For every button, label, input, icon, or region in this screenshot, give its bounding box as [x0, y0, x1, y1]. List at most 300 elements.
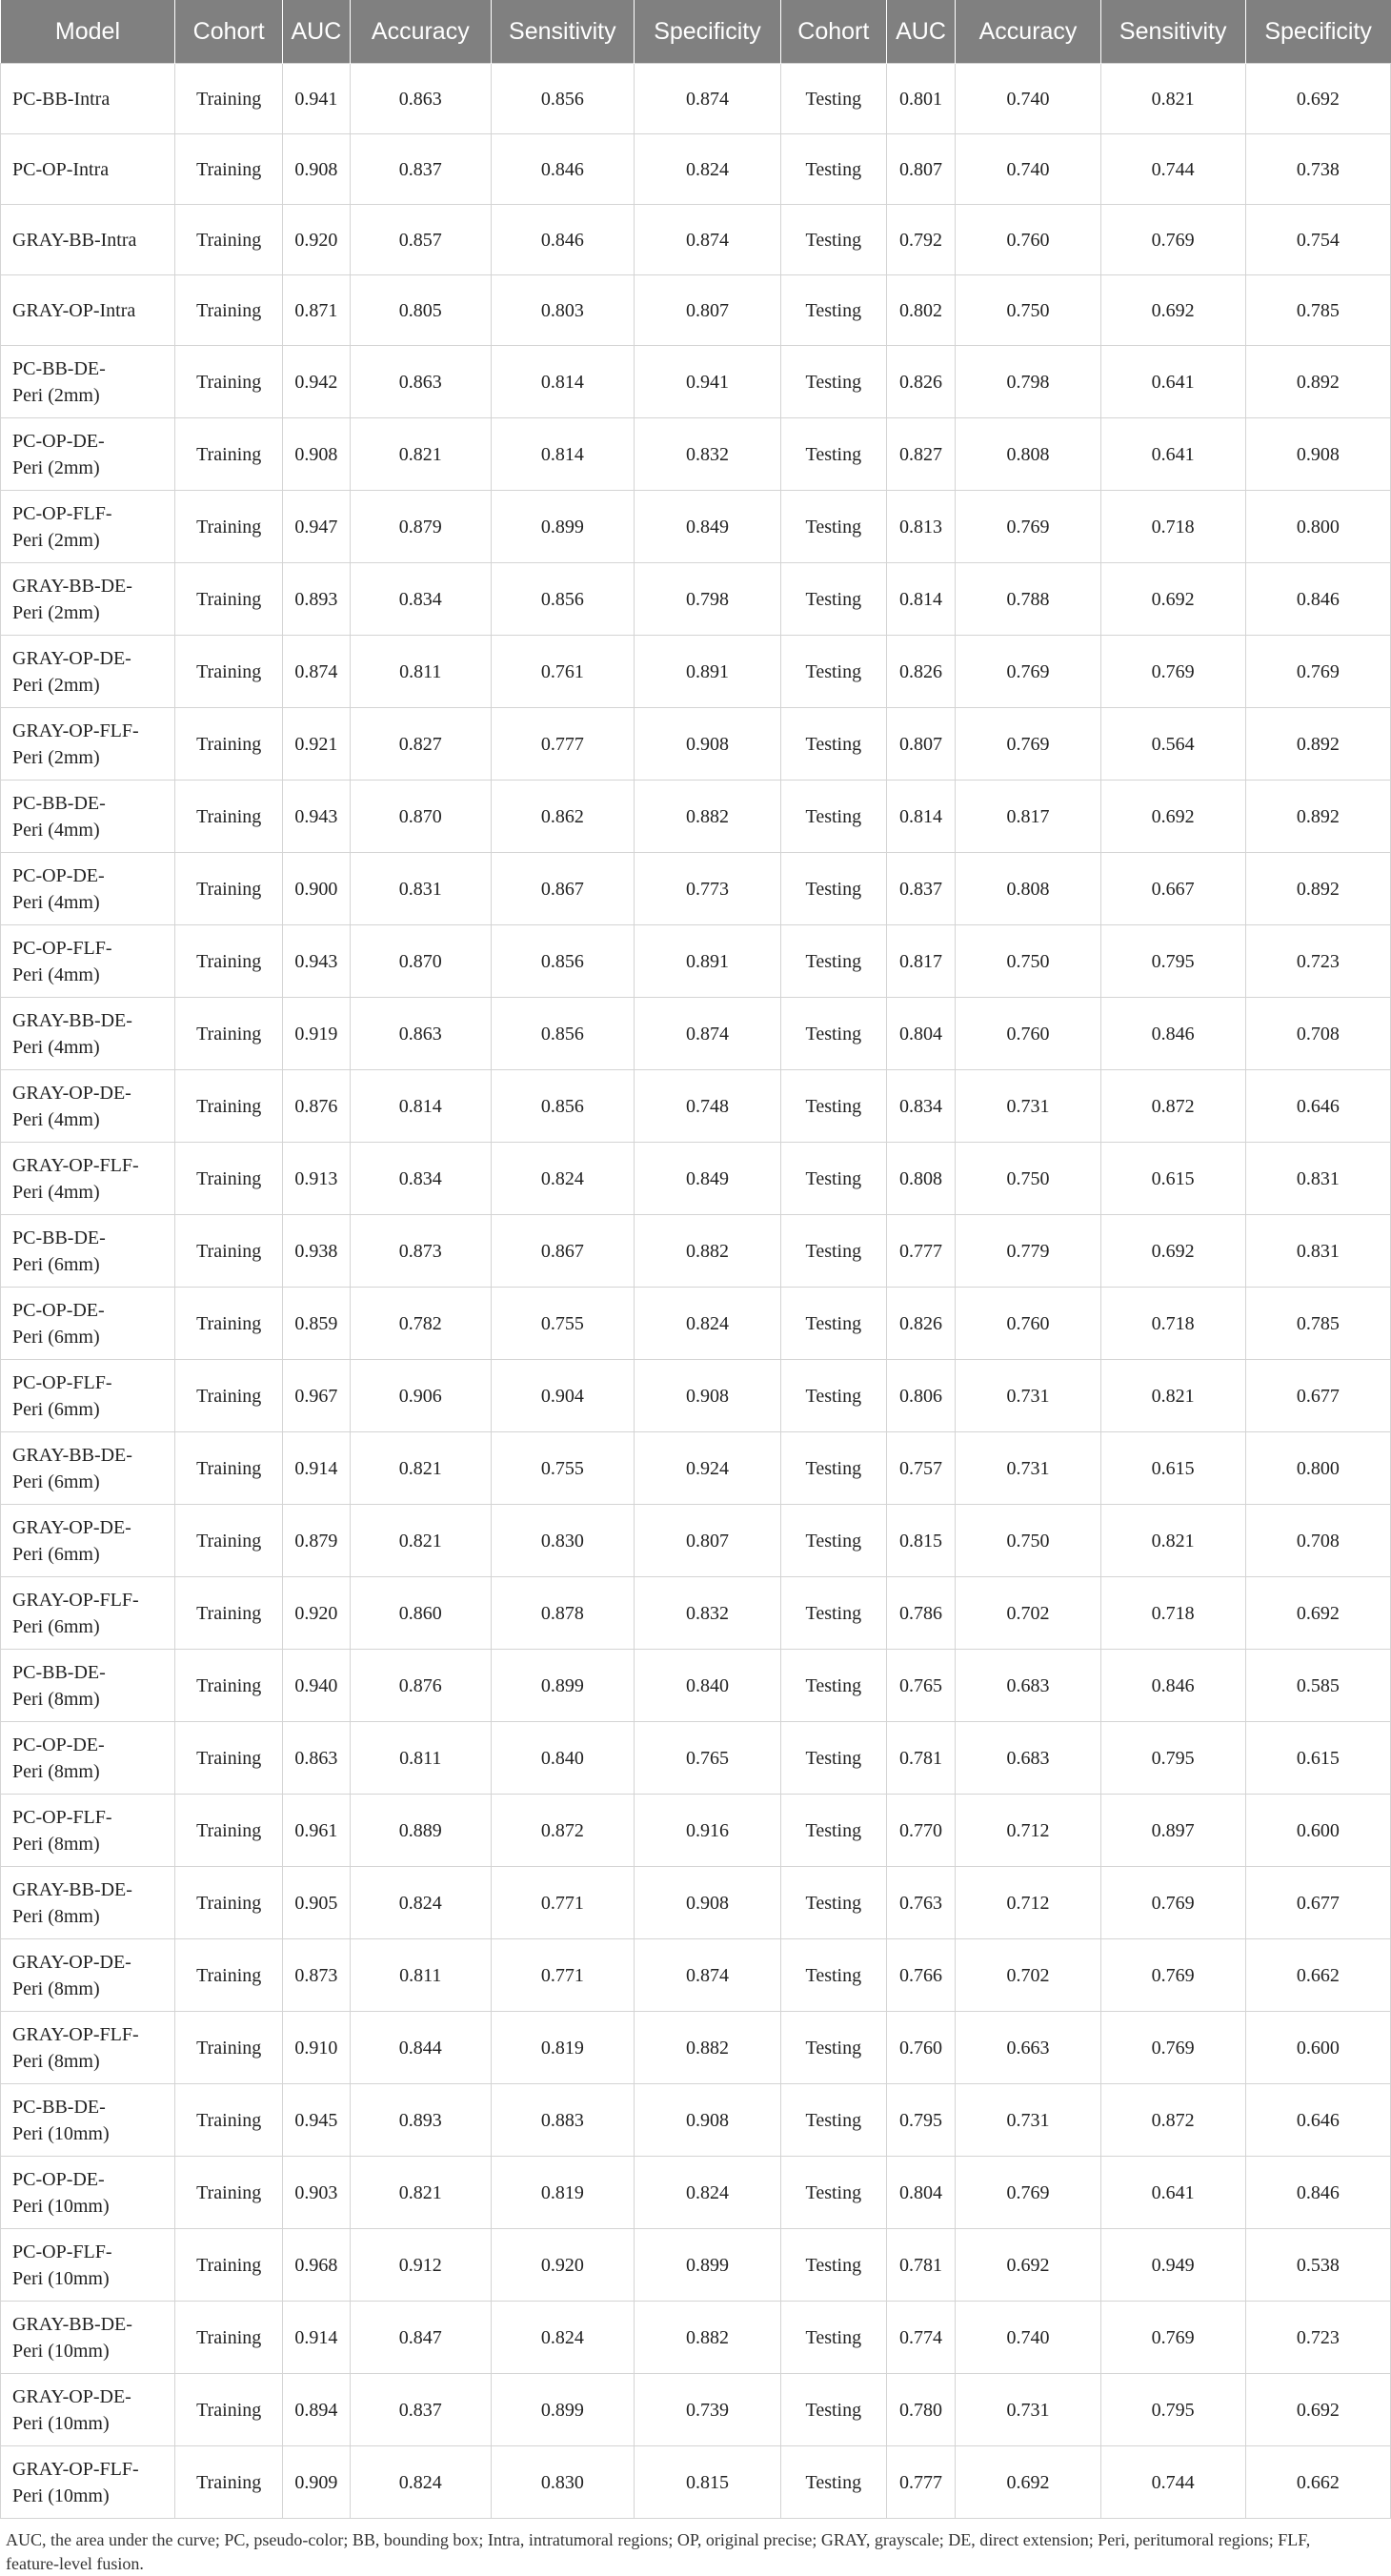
cohort-training-cell: Training [175, 2446, 283, 2519]
table-row [1, 925, 1391, 998]
model-cell [1, 2084, 175, 2157]
cohort-testing-cell: Testing [781, 64, 886, 134]
model-name-line: GRAY-OP-FLF- [12, 1154, 139, 1176]
accuracy-training-cell: 0.824 [350, 2446, 491, 2519]
model-name-line: GRAY-BB-Intra [12, 229, 137, 251]
model-name-line: Peri (6mm) [12, 1471, 100, 1492]
accuracy-training-cell: 0.906 [350, 1360, 491, 1432]
model-name-line: GRAY-BB-DE- [12, 575, 132, 597]
auc-training-cell: 0.914 [282, 2302, 350, 2374]
cohort-training-cell: Training [175, 205, 283, 275]
cohort-testing-cell: Testing [781, 1360, 886, 1432]
cohort-training-cell: Training [175, 2012, 283, 2084]
accuracy-testing-cell: 0.788 [956, 563, 1100, 636]
cohort-training-cell: Training [175, 1360, 283, 1432]
model-name-line: Peri (8mm) [12, 1978, 100, 1999]
auc-testing-cell: 0.826 [886, 346, 956, 418]
auc-training-cell: 0.874 [282, 636, 350, 708]
model-name-line: GRAY-OP-DE- [12, 1516, 131, 1538]
accuracy-training-cell: 0.821 [350, 418, 491, 491]
sensitivity-testing-cell: 0.821 [1100, 1505, 1245, 1577]
model-name-line: Peri (10mm) [12, 2267, 110, 2289]
auc-training-cell: 0.941 [282, 64, 350, 134]
model-name-line: Peri (2mm) [12, 529, 100, 551]
cohort-testing-cell: Testing [781, 853, 886, 925]
table-row [1, 491, 1391, 563]
sensitivity-testing-cell: 0.564 [1100, 708, 1245, 781]
sensitivity-training-cell: 0.840 [491, 1722, 634, 1795]
model-name-line: PC-BB-DE- [12, 357, 106, 379]
model-name-line: PC-OP-FLF- [12, 1806, 112, 1828]
specificity-training-cell: 0.908 [634, 1867, 780, 1939]
table-row [1, 1722, 1391, 1795]
sensitivity-training-cell: 0.846 [491, 205, 634, 275]
specificity-training-cell: 0.916 [634, 1795, 780, 1867]
model-name-line: GRAY-BB-DE- [12, 1878, 132, 1900]
model-name-line: GRAY-OP-FLF- [12, 720, 139, 741]
sensitivity-training-cell: 0.856 [491, 64, 634, 134]
model-name-line: Peri (10mm) [12, 2122, 110, 2144]
sensitivity-testing-cell: 0.641 [1100, 346, 1245, 418]
specificity-testing-cell: 0.662 [1245, 2446, 1390, 2519]
specificity-training-cell: 0.882 [634, 2012, 780, 2084]
cohort-training-cell: Training [175, 1143, 283, 1215]
sensitivity-testing-cell: 0.744 [1100, 134, 1245, 205]
model-name-line: Peri (10mm) [12, 2485, 110, 2506]
sensitivity-training-cell: 0.899 [491, 2374, 634, 2446]
sensitivity-training-cell: 0.920 [491, 2229, 634, 2302]
specificity-testing-cell: 0.800 [1245, 1432, 1390, 1505]
sensitivity-training-cell: 0.856 [491, 925, 634, 998]
sensitivity-training-cell: 0.899 [491, 491, 634, 563]
sensitivity-training-cell: 0.830 [491, 1505, 634, 1577]
sensitivity-testing-cell: 0.692 [1100, 563, 1245, 636]
model-name-line: Peri (8mm) [12, 2050, 100, 2072]
accuracy-testing-cell: 0.760 [956, 998, 1100, 1070]
auc-testing-cell: 0.802 [886, 275, 956, 346]
sensitivity-testing-cell: 0.769 [1100, 2012, 1245, 2084]
specificity-training-cell: 0.824 [634, 134, 780, 205]
specificity-testing-cell: 0.615 [1245, 1722, 1390, 1795]
accuracy-training-cell: 0.857 [350, 205, 491, 275]
model-name-line: Peri (2mm) [12, 746, 100, 768]
cohort-testing-cell: Testing [781, 2374, 886, 2446]
sensitivity-training-cell: 0.856 [491, 998, 634, 1070]
cohort-training-cell: Training [175, 2084, 283, 2157]
sensitivity-testing-cell: 0.846 [1100, 998, 1245, 1070]
accuracy-testing-cell: 0.683 [956, 1722, 1100, 1795]
auc-training-cell: 0.903 [282, 2157, 350, 2229]
model-cell [1, 64, 175, 134]
cohort-training-cell: Training [175, 275, 283, 346]
cohort-training-cell: Training [175, 781, 283, 853]
auc-testing-cell: 0.807 [886, 134, 956, 205]
specificity-training-cell: 0.773 [634, 853, 780, 925]
specificity-testing-cell: 0.723 [1245, 2302, 1390, 2374]
sensitivity-testing-cell: 0.718 [1100, 491, 1245, 563]
cohort-training-cell: Training [175, 708, 283, 781]
auc-testing-cell: 0.814 [886, 781, 956, 853]
accuracy-testing-cell: 0.683 [956, 1650, 1100, 1722]
sensitivity-training-cell: 0.819 [491, 2012, 634, 2084]
model-name-line: Peri (4mm) [12, 963, 100, 985]
accuracy-testing-cell: 0.750 [956, 1143, 1100, 1215]
model-cell [1, 1360, 175, 1432]
accuracy-training-cell: 0.893 [350, 2084, 491, 2157]
specificity-testing-cell: 0.692 [1245, 1577, 1390, 1650]
model-cell [1, 2157, 175, 2229]
model-name-line: Peri (10mm) [12, 2195, 110, 2217]
specificity-training-cell: 0.882 [634, 2302, 780, 2374]
model-name-line: Peri (2mm) [12, 674, 100, 696]
auc-testing-cell: 0.781 [886, 1722, 956, 1795]
auc-training-cell: 0.943 [282, 781, 350, 853]
auc-training-cell: 0.900 [282, 853, 350, 925]
specificity-training-cell: 0.891 [634, 636, 780, 708]
accuracy-training-cell: 0.912 [350, 2229, 491, 2302]
specificity-testing-cell: 0.738 [1245, 134, 1390, 205]
accuracy-training-cell: 0.834 [350, 1143, 491, 1215]
header-accuracy-training: Accuracy [350, 0, 491, 64]
table-row [1, 1505, 1391, 1577]
specificity-testing-cell: 0.754 [1245, 205, 1390, 275]
model-name-line: Peri (8mm) [12, 1905, 100, 1927]
auc-training-cell: 0.940 [282, 1650, 350, 1722]
cohort-training-cell: Training [175, 1722, 283, 1795]
accuracy-training-cell: 0.860 [350, 1577, 491, 1650]
cohort-testing-cell: Testing [781, 563, 886, 636]
model-cell [1, 1432, 175, 1505]
table-row [1, 1577, 1391, 1650]
specificity-testing-cell: 0.846 [1245, 2157, 1390, 2229]
auc-training-cell: 0.938 [282, 1215, 350, 1288]
auc-testing-cell: 0.813 [886, 491, 956, 563]
auc-testing-cell: 0.765 [886, 1650, 956, 1722]
table-row [1, 134, 1391, 205]
sensitivity-training-cell: 0.872 [491, 1795, 634, 1867]
cohort-testing-cell: Testing [781, 781, 886, 853]
accuracy-testing-cell: 0.769 [956, 708, 1100, 781]
accuracy-testing-cell: 0.779 [956, 1215, 1100, 1288]
auc-training-cell: 0.920 [282, 205, 350, 275]
header-specificity-testing: Specificity [1245, 0, 1390, 64]
accuracy-testing-cell: 0.731 [956, 1360, 1100, 1432]
cohort-testing-cell: Testing [781, 205, 886, 275]
model-name-line: GRAY-OP-FLF- [12, 2458, 139, 2480]
cohort-testing-cell: Testing [781, 1432, 886, 1505]
model-cell [1, 2374, 175, 2446]
cohort-training-cell: Training [175, 1505, 283, 1577]
auc-training-cell: 0.905 [282, 1867, 350, 1939]
cohort-training-cell: Training [175, 1939, 283, 2012]
accuracy-testing-cell: 0.740 [956, 64, 1100, 134]
sensitivity-testing-cell: 0.615 [1100, 1143, 1245, 1215]
specificity-testing-cell: 0.892 [1245, 781, 1390, 853]
specificity-testing-cell: 0.769 [1245, 636, 1390, 708]
auc-training-cell: 0.921 [282, 708, 350, 781]
sensitivity-testing-cell: 0.949 [1100, 2229, 1245, 2302]
header-auc-training: AUC [282, 0, 350, 64]
cohort-testing-cell: Testing [781, 275, 886, 346]
specificity-testing-cell: 0.677 [1245, 1867, 1390, 1939]
sensitivity-testing-cell: 0.795 [1100, 2374, 1245, 2446]
specificity-testing-cell: 0.846 [1245, 563, 1390, 636]
table-row [1, 1288, 1391, 1360]
accuracy-training-cell: 0.863 [350, 346, 491, 418]
header-cohort-testing: Cohort [781, 0, 886, 64]
model-name-line: PC-OP-DE- [12, 1299, 105, 1321]
specificity-training-cell: 0.908 [634, 1360, 780, 1432]
table-row [1, 2012, 1391, 2084]
accuracy-training-cell: 0.847 [350, 2302, 491, 2374]
specificity-training-cell: 0.832 [634, 418, 780, 491]
sensitivity-training-cell: 0.803 [491, 275, 634, 346]
accuracy-training-cell: 0.837 [350, 2374, 491, 2446]
sensitivity-testing-cell: 0.641 [1100, 2157, 1245, 2229]
auc-training-cell: 0.894 [282, 2374, 350, 2446]
auc-testing-cell: 0.770 [886, 1795, 956, 1867]
cohort-testing-cell: Testing [781, 1939, 886, 2012]
cohort-testing-cell: Testing [781, 998, 886, 1070]
table-row [1, 636, 1391, 708]
cohort-training-cell: Training [175, 1288, 283, 1360]
auc-testing-cell: 0.807 [886, 708, 956, 781]
accuracy-testing-cell: 0.798 [956, 346, 1100, 418]
model-name-line: GRAY-BB-DE- [12, 1009, 132, 1031]
auc-testing-cell: 0.837 [886, 853, 956, 925]
cohort-training-cell: Training [175, 2229, 283, 2302]
accuracy-testing-cell: 0.769 [956, 491, 1100, 563]
model-name-line: Peri (4mm) [12, 1181, 100, 1203]
header-accuracy-testing: Accuracy [956, 0, 1100, 64]
auc-testing-cell: 0.795 [886, 2084, 956, 2157]
accuracy-training-cell: 0.844 [350, 2012, 491, 2084]
specificity-training-cell: 0.891 [634, 925, 780, 998]
model-name-line: PC-OP-DE- [12, 864, 105, 886]
model-cell [1, 1577, 175, 1650]
model-name-line: GRAY-OP-Intra [12, 299, 136, 321]
model-cell [1, 1143, 175, 1215]
cohort-training-cell: Training [175, 1650, 283, 1722]
sensitivity-testing-cell: 0.615 [1100, 1432, 1245, 1505]
model-cell [1, 491, 175, 563]
model-cell [1, 2012, 175, 2084]
sensitivity-testing-cell: 0.667 [1100, 853, 1245, 925]
cohort-testing-cell: Testing [781, 2446, 886, 2519]
cohort-testing-cell: Testing [781, 925, 886, 998]
sensitivity-testing-cell: 0.897 [1100, 1795, 1245, 1867]
table-row [1, 1143, 1391, 1215]
accuracy-testing-cell: 0.740 [956, 134, 1100, 205]
model-name-line: GRAY-OP-DE- [12, 1951, 131, 1973]
model-name-line: Peri (8mm) [12, 1688, 100, 1710]
sensitivity-testing-cell: 0.769 [1100, 205, 1245, 275]
table-row [1, 275, 1391, 346]
model-name-line: PC-OP-Intra [12, 158, 110, 180]
cohort-training-cell: Training [175, 1795, 283, 1867]
table-row [1, 1432, 1391, 1505]
accuracy-testing-cell: 0.769 [956, 2157, 1100, 2229]
auc-testing-cell: 0.827 [886, 418, 956, 491]
cohort-training-cell: Training [175, 64, 283, 134]
model-name-line: Peri (8mm) [12, 1760, 100, 1782]
model-name-line: Peri (4mm) [12, 819, 100, 841]
auc-training-cell: 0.908 [282, 418, 350, 491]
model-cell [1, 2229, 175, 2302]
auc-training-cell: 0.920 [282, 1577, 350, 1650]
auc-testing-cell: 0.777 [886, 2446, 956, 2519]
table-row [1, 1795, 1391, 1867]
model-cell [1, 418, 175, 491]
specificity-testing-cell: 0.646 [1245, 1070, 1390, 1143]
cohort-testing-cell: Testing [781, 708, 886, 781]
accuracy-testing-cell: 0.750 [956, 925, 1100, 998]
auc-testing-cell: 0.760 [886, 2012, 956, 2084]
model-name-line: PC-BB-DE- [12, 1661, 106, 1683]
table-row [1, 998, 1391, 1070]
model-cell [1, 708, 175, 781]
auc-training-cell: 0.876 [282, 1070, 350, 1143]
model-name-line: Peri (2mm) [12, 456, 100, 478]
auc-training-cell: 0.947 [282, 491, 350, 563]
specificity-training-cell: 0.874 [634, 998, 780, 1070]
specificity-training-cell: 0.815 [634, 2446, 780, 2519]
footnote-line-1: AUC, the area under the curve; PC, pseudo-color; BB, bounding box; Intra, intratumoral regions; OP, original precise; GRAY, grayscale; DE, direct extension; Peri, peritumoral regions; FLF, [6, 2530, 1311, 2549]
cohort-testing-cell: Testing [781, 636, 886, 708]
auc-testing-cell: 0.757 [886, 1432, 956, 1505]
auc-testing-cell: 0.826 [886, 636, 956, 708]
model-name-line: PC-OP-DE- [12, 2168, 105, 2190]
cohort-testing-cell: Testing [781, 2084, 886, 2157]
accuracy-training-cell: 0.879 [350, 491, 491, 563]
auc-training-cell: 0.871 [282, 275, 350, 346]
model-name-line: Peri (10mm) [12, 2412, 110, 2434]
cohort-training-cell: Training [175, 418, 283, 491]
sensitivity-testing-cell: 0.692 [1100, 275, 1245, 346]
sensitivity-testing-cell: 0.821 [1100, 64, 1245, 134]
cohort-testing-cell: Testing [781, 1143, 886, 1215]
cohort-testing-cell: Testing [781, 134, 886, 205]
accuracy-testing-cell: 0.750 [956, 275, 1100, 346]
cohort-testing-cell: Testing [781, 1505, 886, 1577]
auc-testing-cell: 0.814 [886, 563, 956, 636]
accuracy-testing-cell: 0.769 [956, 636, 1100, 708]
model-name-line: GRAY-BB-DE- [12, 2313, 132, 2335]
cohort-training-cell: Training [175, 1432, 283, 1505]
table-row [1, 2229, 1391, 2302]
sensitivity-testing-cell: 0.769 [1100, 1939, 1245, 2012]
auc-testing-cell: 0.817 [886, 925, 956, 998]
specificity-testing-cell: 0.785 [1245, 275, 1390, 346]
auc-testing-cell: 0.804 [886, 998, 956, 1070]
sensitivity-testing-cell: 0.872 [1100, 2084, 1245, 2157]
model-name-line: Peri (6mm) [12, 1615, 100, 1637]
model-name-line: PC-BB-DE- [12, 2096, 106, 2118]
model-name-line: PC-OP-FLF- [12, 502, 112, 524]
sensitivity-training-cell: 0.867 [491, 853, 634, 925]
sensitivity-training-cell: 0.883 [491, 2084, 634, 2157]
sensitivity-training-cell: 0.856 [491, 563, 634, 636]
model-cell [1, 1867, 175, 1939]
cohort-training-cell: Training [175, 2374, 283, 2446]
cohort-training-cell: Training [175, 1867, 283, 1939]
model-name-line: GRAY-OP-DE- [12, 647, 131, 669]
model-name-line: GRAY-OP-DE- [12, 1082, 131, 1104]
specificity-testing-cell: 0.800 [1245, 491, 1390, 563]
header-specificity-training: Specificity [634, 0, 780, 64]
accuracy-training-cell: 0.831 [350, 853, 491, 925]
accuracy-testing-cell: 0.663 [956, 2012, 1100, 2084]
cohort-testing-cell: Testing [781, 2302, 886, 2374]
auc-training-cell: 0.942 [282, 346, 350, 418]
sensitivity-training-cell: 0.856 [491, 1070, 634, 1143]
sensitivity-training-cell: 0.755 [491, 1288, 634, 1360]
specificity-testing-cell: 0.600 [1245, 1795, 1390, 1867]
table-row [1, 2374, 1391, 2446]
sensitivity-training-cell: 0.824 [491, 1143, 634, 1215]
model-cell [1, 2446, 175, 2519]
model-name-line: Peri (10mm) [12, 2340, 110, 2362]
model-name-line: PC-OP-FLF- [12, 1371, 112, 1393]
model-cell [1, 925, 175, 998]
auc-testing-cell: 0.792 [886, 205, 956, 275]
auc-training-cell: 0.879 [282, 1505, 350, 1577]
specificity-testing-cell: 0.692 [1245, 64, 1390, 134]
cohort-testing-cell: Testing [781, 2229, 886, 2302]
specificity-training-cell: 0.908 [634, 708, 780, 781]
accuracy-testing-cell: 0.712 [956, 1795, 1100, 1867]
sensitivity-testing-cell: 0.821 [1100, 1360, 1245, 1432]
sensitivity-training-cell: 0.899 [491, 1650, 634, 1722]
auc-training-cell: 0.908 [282, 134, 350, 205]
model-cell [1, 636, 175, 708]
specificity-testing-cell: 0.708 [1245, 1505, 1390, 1577]
cohort-training-cell: Training [175, 853, 283, 925]
cohort-training-cell: Training [175, 1215, 283, 1288]
specificity-training-cell: 0.849 [634, 1143, 780, 1215]
sensitivity-training-cell: 0.771 [491, 1939, 634, 2012]
auc-testing-cell: 0.774 [886, 2302, 956, 2374]
model-name-line: Peri (4mm) [12, 1036, 100, 1058]
sensitivity-training-cell: 0.867 [491, 1215, 634, 1288]
specificity-testing-cell: 0.662 [1245, 1939, 1390, 2012]
model-cell [1, 853, 175, 925]
specificity-testing-cell: 0.785 [1245, 1288, 1390, 1360]
sensitivity-testing-cell: 0.718 [1100, 1577, 1245, 1650]
specificity-training-cell: 0.874 [634, 205, 780, 275]
model-name-line: PC-OP-DE- [12, 1734, 105, 1755]
model-name-line: GRAY-BB-DE- [12, 1444, 132, 1466]
cohort-training-cell: Training [175, 2157, 283, 2229]
sensitivity-testing-cell: 0.718 [1100, 1288, 1245, 1360]
sensitivity-training-cell: 0.755 [491, 1432, 634, 1505]
model-name-line: PC-OP-FLF- [12, 2241, 112, 2262]
auc-training-cell: 0.961 [282, 1795, 350, 1867]
model-cell [1, 1288, 175, 1360]
model-name-line: PC-OP-FLF- [12, 937, 112, 959]
auc-testing-cell: 0.806 [886, 1360, 956, 1432]
specificity-testing-cell: 0.831 [1245, 1143, 1390, 1215]
auc-testing-cell: 0.781 [886, 2229, 956, 2302]
auc-testing-cell: 0.801 [886, 64, 956, 134]
model-cell [1, 1795, 175, 1867]
table-row [1, 1867, 1391, 1939]
model-cell [1, 1650, 175, 1722]
model-name-line: Peri (2mm) [12, 384, 100, 406]
auc-testing-cell: 0.786 [886, 1577, 956, 1650]
cohort-training-cell: Training [175, 491, 283, 563]
model-cell [1, 1939, 175, 2012]
